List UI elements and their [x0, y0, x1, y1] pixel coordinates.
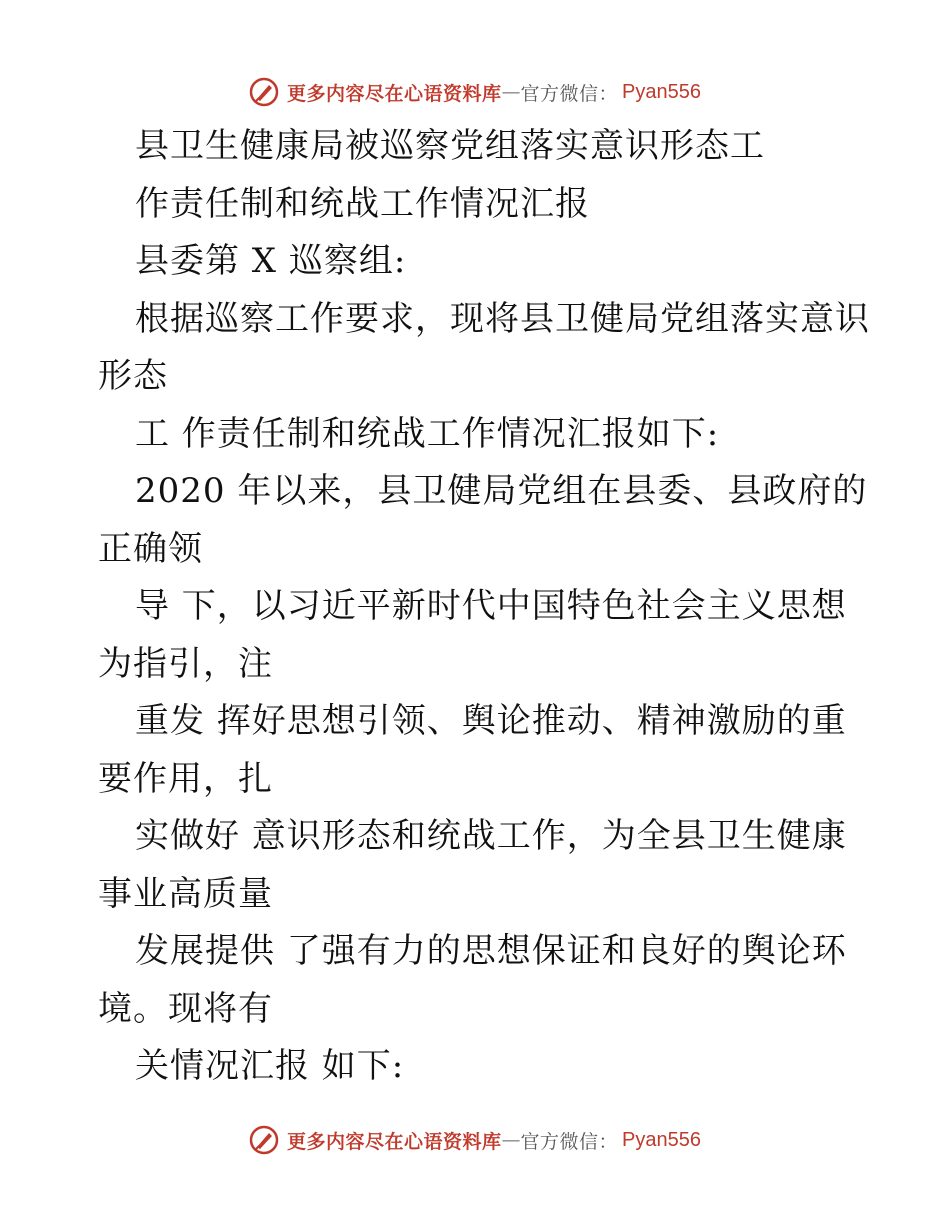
header-watermark [0, 72, 950, 112]
paragraph-line: 导 下，以习近平新时代中国特色社会主义思想 [135, 586, 847, 626]
watermark-label: 官方微信： [520, 82, 619, 105]
watermark-text: 更多内容尽在心语资料库 [287, 1130, 502, 1153]
paragraph-line: 实做好 意识形态和统战工作，为全县卫生健康 [135, 816, 847, 856]
title-line-2: 作责任制和统战工作情况汇报 [135, 183, 590, 224]
watermark-text: 更多内容尽在心语资料库 [287, 82, 502, 105]
watermark-account: Pyan556 [622, 1128, 701, 1151]
paragraph-line: 工 作责任制和统战工作情况汇报如下: [135, 413, 720, 454]
paragraph-line: 根据巡察工作要求，现将县卫健局党组落实意识 [135, 298, 870, 339]
paragraph-line: 事业高质量 [98, 873, 273, 914]
watermark-label: 官方微信： [520, 1130, 619, 1153]
paragraph-line: 发展提供 了强有力的思想保证和良好的舆论环 [135, 931, 847, 971]
paragraph-line: 2020 年以来，县卫健局党组在县委、县政府的 [135, 471, 868, 511]
paragraph-line: 关情况汇报 如下: [135, 1046, 405, 1086]
quill-logo-icon [249, 77, 279, 107]
quill-logo-icon [249, 1125, 279, 1155]
watermark-separator: — [501, 81, 521, 103]
footer-watermark [0, 1120, 950, 1160]
salutation: 县委第 X 巡察组: [135, 241, 407, 281]
watermark-separator: — [501, 1129, 521, 1151]
watermark-account: Pyan556 [622, 80, 701, 103]
paragraph-line: 要作用，扎 [98, 758, 273, 799]
document-body [98, 118, 870, 1096]
paragraph-line: 境。现将有 [98, 988, 273, 1029]
paragraph-line: 形态 [98, 356, 168, 396]
paragraph-line: 重发 挥好思想引领、舆论推动、精神激励的重 [135, 701, 847, 741]
title-line-1: 县卫生健康局被巡察党组落实意识形态工 [135, 126, 765, 166]
paragraph-line: 为指引，注 [98, 643, 273, 684]
paragraph-line: 正确领 [98, 528, 203, 569]
